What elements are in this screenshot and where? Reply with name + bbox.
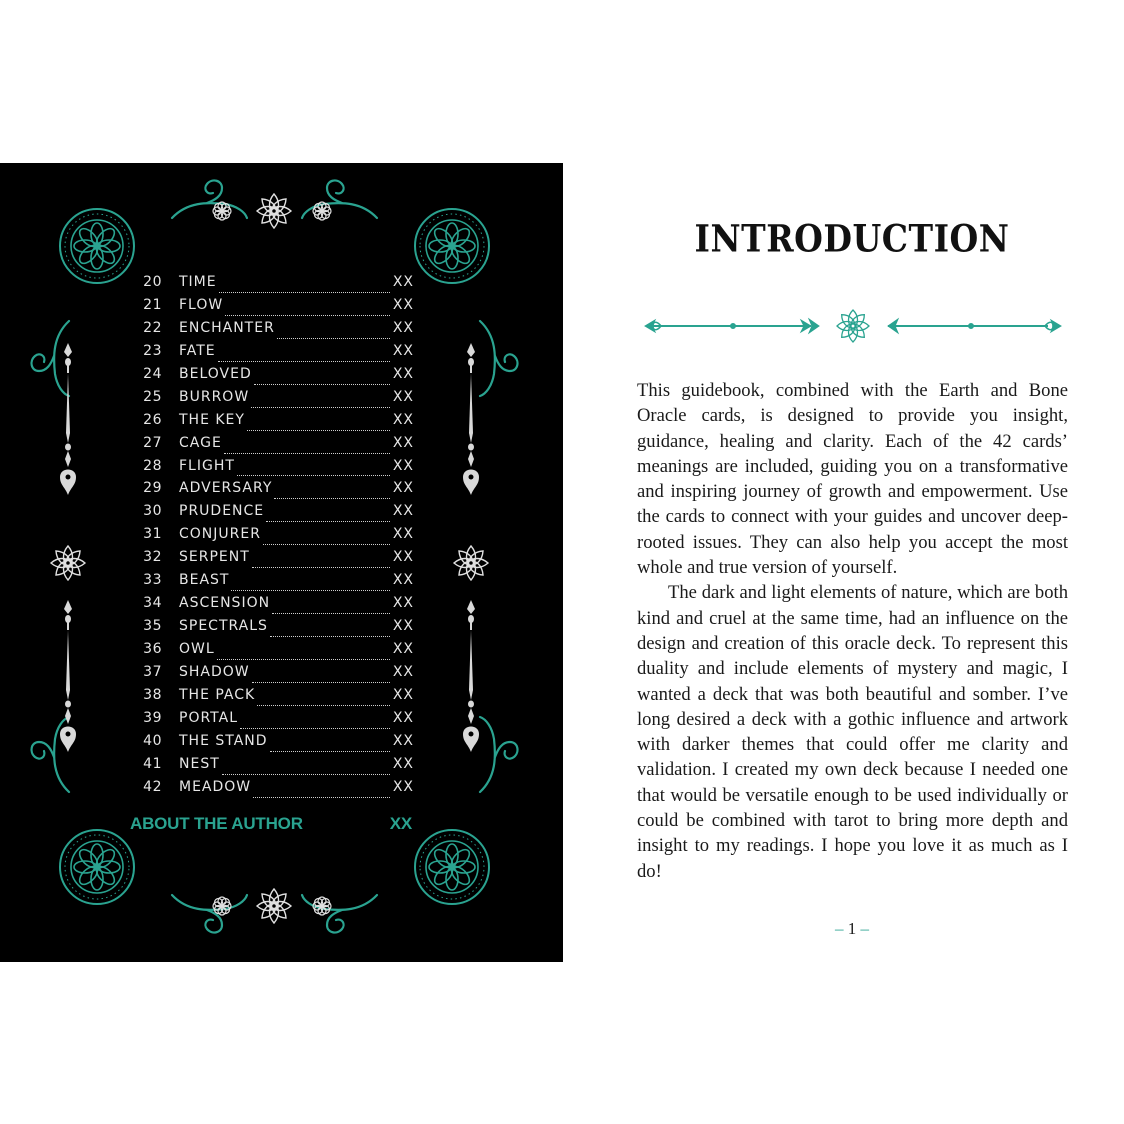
paragraph-1: This guidebook, combined with the Earth and Bone Oracle cards, is designed to provide you insight, guidance, healing and clarity. Each of the 42 cards’ meanings are included, guiding you on a transformative and inspiring journey of growth and empowerment. Use the cards to connect with your guides and uncover deep-rooted issues. They can also help you accept the most whole and true version of yourself. <box>637 380 1068 579</box>
toc-title: FLOW <box>179 296 224 313</box>
toc-number: 37 <box>143 663 162 680</box>
toc-leader-dots <box>263 543 390 545</box>
toc-page: XX <box>392 663 414 680</box>
page-number <box>563 919 1124 939</box>
arrow-divider-icon <box>643 306 1063 346</box>
page-dash-left: – <box>835 919 844 938</box>
bottom-flower-right-icon <box>313 897 331 915</box>
paragraph-2: The dark and light elements of nature, which are both kind and cruel at the same time, had an influence on the design and creation of this oracle deck. To represent this duality and include elements of mystery and magic, I wanted a deck that was both beautiful and somber. I’ve long desired a deck with a gothic influence and artwork with darker themes that could offer me clarity and validation. I created my own deck because I needed one that would be versatile enough to be used individually or could be combined with tarot to bring more depth and insight to my readings. I hope you love it as much as I do! <box>637 582 1068 882</box>
toc-page: XX <box>392 388 414 405</box>
toc-number: 30 <box>143 503 162 520</box>
toc-page: XX <box>392 595 414 612</box>
toc-leader-dots <box>252 681 390 683</box>
toc-title: BURROW <box>179 388 250 405</box>
toc-number: 25 <box>143 388 162 405</box>
toc-row <box>138 733 414 756</box>
toc-number: 33 <box>143 572 162 589</box>
toc-leader-dots <box>225 314 390 316</box>
toc-page: XX <box>392 549 414 566</box>
bottom-lotus-icon <box>257 889 291 923</box>
toc-leader-dots <box>222 773 390 775</box>
introduction-page <box>563 163 1124 962</box>
toc-page: XX <box>392 365 414 382</box>
toc-title: OWL <box>179 641 215 657</box>
toc-row <box>138 297 414 320</box>
toc-number: 23 <box>143 342 162 359</box>
toc-number: 41 <box>143 755 162 772</box>
page-title: INTRODUCTION <box>694 216 1010 261</box>
toc-page: XX <box>392 572 414 589</box>
top-lotus-icon <box>257 194 291 228</box>
toc-list <box>138 274 414 802</box>
toc-page: XX <box>392 296 414 313</box>
toc-row <box>138 595 414 618</box>
toc-page: XX <box>392 503 414 520</box>
left-lotus-icon <box>51 546 85 580</box>
page-number-value: 1 <box>847 919 857 938</box>
top-flower-right-icon <box>313 202 331 220</box>
toc-title: ADVERSARY <box>179 480 273 497</box>
toc-number: 20 <box>143 274 162 290</box>
toc-number: 24 <box>143 365 162 382</box>
toc-leader-dots <box>218 360 390 362</box>
toc-number: 39 <box>143 709 162 726</box>
toc-page: XX <box>392 618 414 635</box>
toc-row <box>138 618 414 641</box>
toc-number: 40 <box>143 732 162 749</box>
toc-number: 22 <box>143 319 162 336</box>
toc-number: 32 <box>143 549 162 566</box>
about-page: XX <box>389 814 412 833</box>
toc-page: XX <box>392 411 414 428</box>
toc-title: PRUDENCE <box>179 503 265 520</box>
toc-title: CONJURER <box>179 526 261 543</box>
toc-number: 31 <box>143 526 162 543</box>
toc-title: BEAST <box>179 572 230 589</box>
left-finial-upper-icon <box>60 343 76 495</box>
top-flower-left-icon <box>213 202 231 220</box>
toc-title: TIME <box>179 274 217 290</box>
toc-row <box>138 710 414 733</box>
left-finial-lower-icon <box>60 600 76 752</box>
toc-title: ENCHANTER <box>179 319 275 336</box>
toc-leader-dots <box>240 727 390 729</box>
toc-title: PORTAL <box>179 709 239 726</box>
toc-leader-dots <box>254 383 390 385</box>
toc-title: NEST <box>179 755 220 772</box>
toc-page: XX <box>392 641 414 657</box>
toc-row <box>138 343 414 366</box>
toc-row <box>138 503 414 526</box>
toc-title: MEADOW <box>179 778 252 795</box>
toc-row <box>138 412 414 435</box>
toc-leader-dots <box>270 635 390 637</box>
bottom-flower-left-icon <box>213 897 231 915</box>
toc-title: BELOVED <box>179 365 252 382</box>
toc-page: XX <box>392 732 414 749</box>
toc-page: XX <box>392 457 414 474</box>
toc-number: 27 <box>143 434 162 451</box>
toc-leader-dots <box>217 658 390 660</box>
toc-title: SERPENT <box>179 549 250 566</box>
toc-row <box>138 320 414 343</box>
toc-leader-dots <box>252 566 390 568</box>
toc-number: 21 <box>143 296 162 313</box>
toc-page: XX <box>392 709 414 726</box>
toc-row <box>138 366 414 389</box>
toc-number: 26 <box>143 411 162 428</box>
toc-page: XX <box>392 778 414 795</box>
toc-leader-dots <box>266 520 390 522</box>
toc-title: FATE <box>179 342 216 359</box>
toc-row <box>138 779 414 802</box>
toc-row <box>138 274 414 297</box>
toc-row <box>138 641 414 664</box>
toc-row <box>138 664 414 687</box>
toc-page: XX <box>392 434 414 451</box>
toc-title: THE KEY <box>179 411 245 428</box>
toc-row <box>138 687 414 710</box>
toc-leader-dots <box>247 429 390 431</box>
toc-title: SHADOW <box>179 663 250 680</box>
toc-title: FLIGHT <box>179 457 235 474</box>
toc-leader-dots <box>219 291 390 293</box>
toc-title: CAGE <box>179 434 222 451</box>
toc-leader-dots <box>237 474 390 476</box>
toc-leader-dots <box>257 704 390 706</box>
toc-about-author <box>130 814 412 834</box>
toc-leader-dots <box>274 497 390 499</box>
toc-number: 36 <box>143 641 162 657</box>
right-finial-upper-icon <box>463 343 479 495</box>
toc-page: XX <box>392 319 414 336</box>
toc-row <box>138 435 414 458</box>
toc-number: 35 <box>143 618 162 635</box>
toc-row <box>138 480 414 503</box>
toc-number: 28 <box>143 457 162 474</box>
toc-number: 38 <box>143 686 162 703</box>
toc-title: SPECTRALS <box>179 618 268 635</box>
right-finial-lower-icon <box>463 600 479 752</box>
toc-row <box>138 458 414 481</box>
toc-row <box>138 526 414 549</box>
toc-leader-dots <box>253 796 390 798</box>
toc-row <box>138 549 414 572</box>
toc-title: THE STAND <box>179 732 268 749</box>
toc-row <box>138 572 414 595</box>
toc-leader-dots <box>231 589 390 591</box>
toc-leader-dots <box>224 452 390 454</box>
page-dash-right: – <box>860 919 869 938</box>
toc-page: XX <box>392 686 414 703</box>
toc-leader-dots <box>277 337 390 339</box>
toc-row <box>138 756 414 779</box>
right-lotus-icon <box>454 546 488 580</box>
toc-leader-dots <box>251 406 390 408</box>
introduction-body <box>637 378 1068 884</box>
toc-page: XX <box>392 755 414 772</box>
toc-page: XX <box>392 342 414 359</box>
toc-number: 42 <box>143 778 162 795</box>
toc-number: 29 <box>143 480 162 497</box>
toc-page: XX <box>392 274 414 290</box>
toc-leader-dots <box>270 750 390 752</box>
toc-leader-dots <box>272 612 390 614</box>
toc-page: XX <box>392 526 414 543</box>
toc-title: ASCENSION <box>179 595 271 612</box>
toc-row <box>138 389 414 412</box>
toc-title: THE PACK <box>179 686 256 703</box>
toc-page: XX <box>392 480 414 497</box>
about-title: ABOUT THE AUTHOR <box>130 814 303 833</box>
toc-page <box>0 163 563 962</box>
toc-number: 34 <box>143 595 162 612</box>
